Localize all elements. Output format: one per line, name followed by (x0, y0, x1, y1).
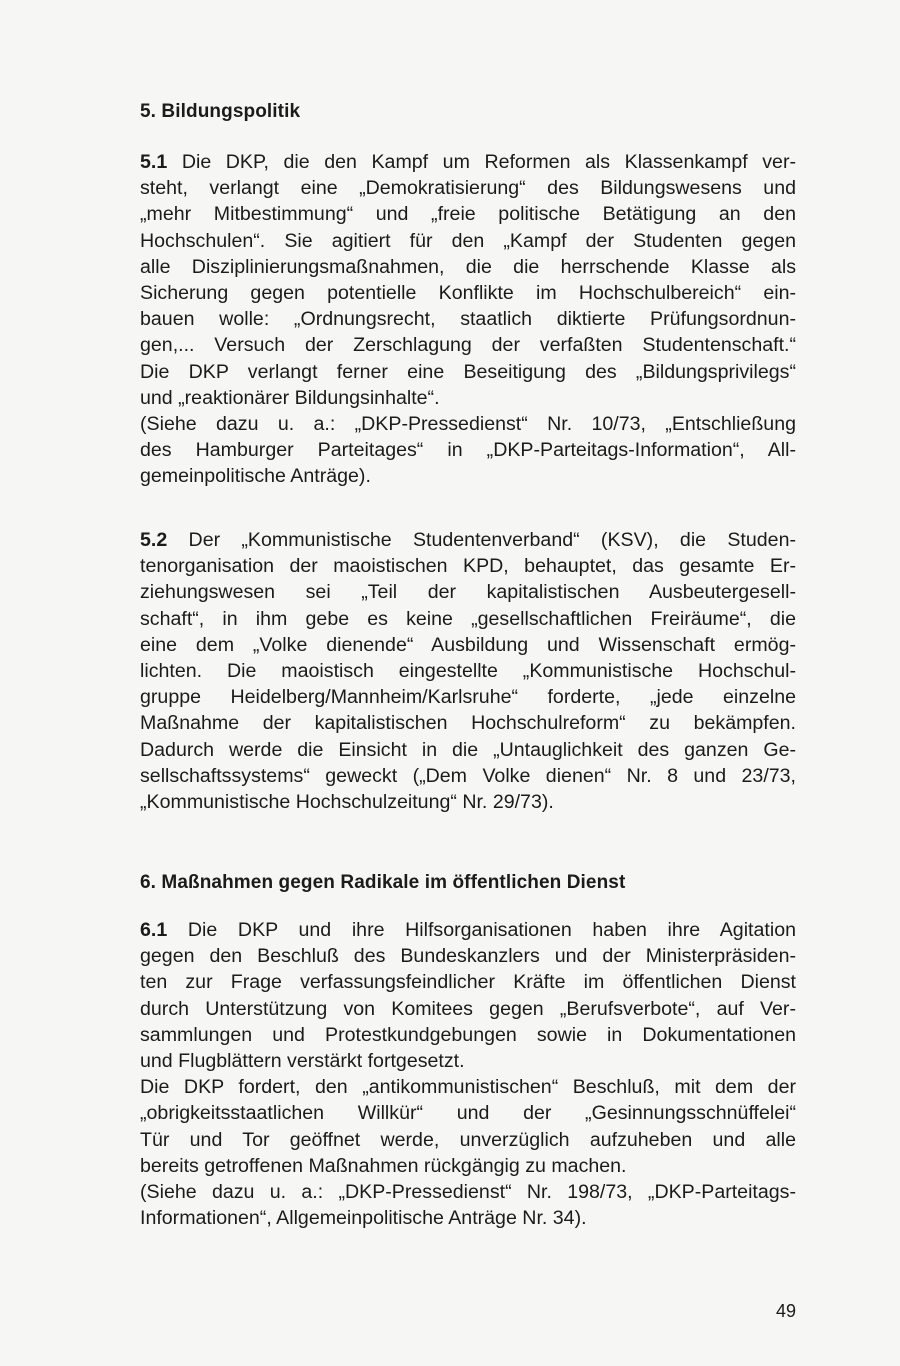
paragraph-number: 5.1 (140, 151, 168, 173)
text-line: gegen den Beschluß des Bundeskanzlers und der Ministerpräsiden- (140, 945, 796, 968)
page-number: 49 (775, 1301, 796, 1321)
text-line: bereits getroffenen Maßnahmen rückgängig zu machen. (140, 1154, 627, 1177)
text-line: gen,... Versuch der Zerschlagung der verfaßten Studentenschaft.“ (140, 334, 796, 357)
paragraph-number: 5.2 (140, 529, 168, 551)
text-line: gruppe Heidelberg/Mannheim/Karlsruhe“ forderte, „jede einzelne (140, 686, 796, 709)
text-line: bauen wolle: „Ordnungsrecht, staatlich diktierte Prüfungsordnun- (140, 308, 796, 331)
text-line: Dadurch werde die Einsicht in die „Untauglichkeit des ganzen Ge- (140, 738, 796, 761)
text-line: „mehr Mitbestimmung“ und „freie politische Betätigung an den (140, 203, 796, 226)
text-line: sellschaftssystems“ geweckt („Dem Volke dienen“ Nr. 8 und 23/73, (140, 764, 796, 787)
text-line: 5.2 Der „Kommunistische Studentenverband“ (KSV), die Studen- (140, 529, 796, 551)
text-line: des Hamburger Parteitages“ in „DKP-Parteitags-Information“, All- (140, 439, 796, 462)
paragraph-number: 6.1 (140, 919, 168, 941)
text-line: Maßnahme der kapitalistischen Hochschulreform“ zu bekämpfen. (140, 712, 796, 735)
document-page (140, 0, 800, 1366)
paragraph-5-1 (140, 149, 796, 490)
text-line: eine dem „Volke dienende“ Ausbildung und Wissenschaft ermög- (140, 633, 796, 656)
text-line: „obrigkeitsstaatlichen Willkür“ und der „Gesinnungsschnüffelei“ (140, 1102, 796, 1125)
paragraph-5-2 (140, 527, 796, 815)
text-line: sammlungen und Protestkundgebungen sowie in Dokumentationen (140, 1023, 796, 1046)
text-line: ten zur Frage verfassungsfeindlicher Kräfte im öffentlichen Dienst (140, 971, 796, 994)
text-line: Die DKP verlangt ferner eine Beseitigung des „Bildungsprivilegs“ (140, 360, 796, 383)
text-line: (Siehe dazu u. a.: „DKP-Pressedienst“ Nr. 198/73, „DKP-Parteitags- (140, 1181, 796, 1204)
text-line: Hochschulen“. Sie agitiert für den „Kampf der Studenten gegen (140, 229, 796, 252)
text-line: tenorganisation der maoistischen KPD, behauptet, das gesamte Er- (140, 555, 796, 578)
text-line: ziehungswesen sei „Teil der kapitalistischen Ausbeutergesell- (140, 581, 796, 604)
text-line: (Siehe dazu u. a.: „DKP-Pressedienst“ Nr. 10/73, „Entschließung (140, 413, 796, 436)
text-line: alle Disziplinierungsmaßnahmen, die die herrschende Klasse als (140, 255, 796, 278)
paragraph-6-1 (140, 917, 796, 1231)
text-line: Informationen“, Allgemeinpolitische Anträge Nr. 34). (140, 1207, 587, 1230)
text-line: steht, verlangt eine „Demokratisierung“ des Bildungswesens und (140, 177, 796, 200)
text-line: schaft“, in ihm gebe es keine „gesellschaftlichen Freiräume“, die (140, 607, 796, 630)
text-line: und Flugblättern verstärkt fortgesetzt. (140, 1050, 465, 1073)
section-heading-5: 5. Bildungspolitik (140, 101, 301, 122)
text-line: 5.1 Die DKP, die den Kampf um Reformen als Klassenkampf ver- (140, 151, 796, 173)
text-line: gemeinpolitische Anträge). (140, 465, 371, 488)
text-line: 6.1 Die DKP und ihre Hilfsorganisationen haben ihre Agitation (140, 919, 796, 941)
text-line: Die DKP fordert, den „antikommunistischen“ Beschluß, mit dem der (140, 1076, 796, 1099)
text-line: lichten. Die maoistisch eingestellte „Kommunistische Hochschul- (140, 660, 796, 683)
section-heading-6: 6. Maßnahmen gegen Radikale im öffentlichen Dienst (140, 872, 626, 893)
text-line: Tür und Tor geöffnet werde, unverzüglich aufzuheben und alle (140, 1128, 796, 1151)
text-line: „Kommunistische Hochschulzeitung“ Nr. 29/73). (140, 791, 554, 814)
text-line: durch Unterstützung von Komitees gegen „Berufsverbote“, auf Ver- (140, 997, 796, 1020)
text-line: Sicherung gegen potentielle Konflikte im Hochschulbereich“ ein- (140, 282, 796, 305)
text-line: und „reaktionärer Bildungsinhalte“. (140, 386, 440, 409)
